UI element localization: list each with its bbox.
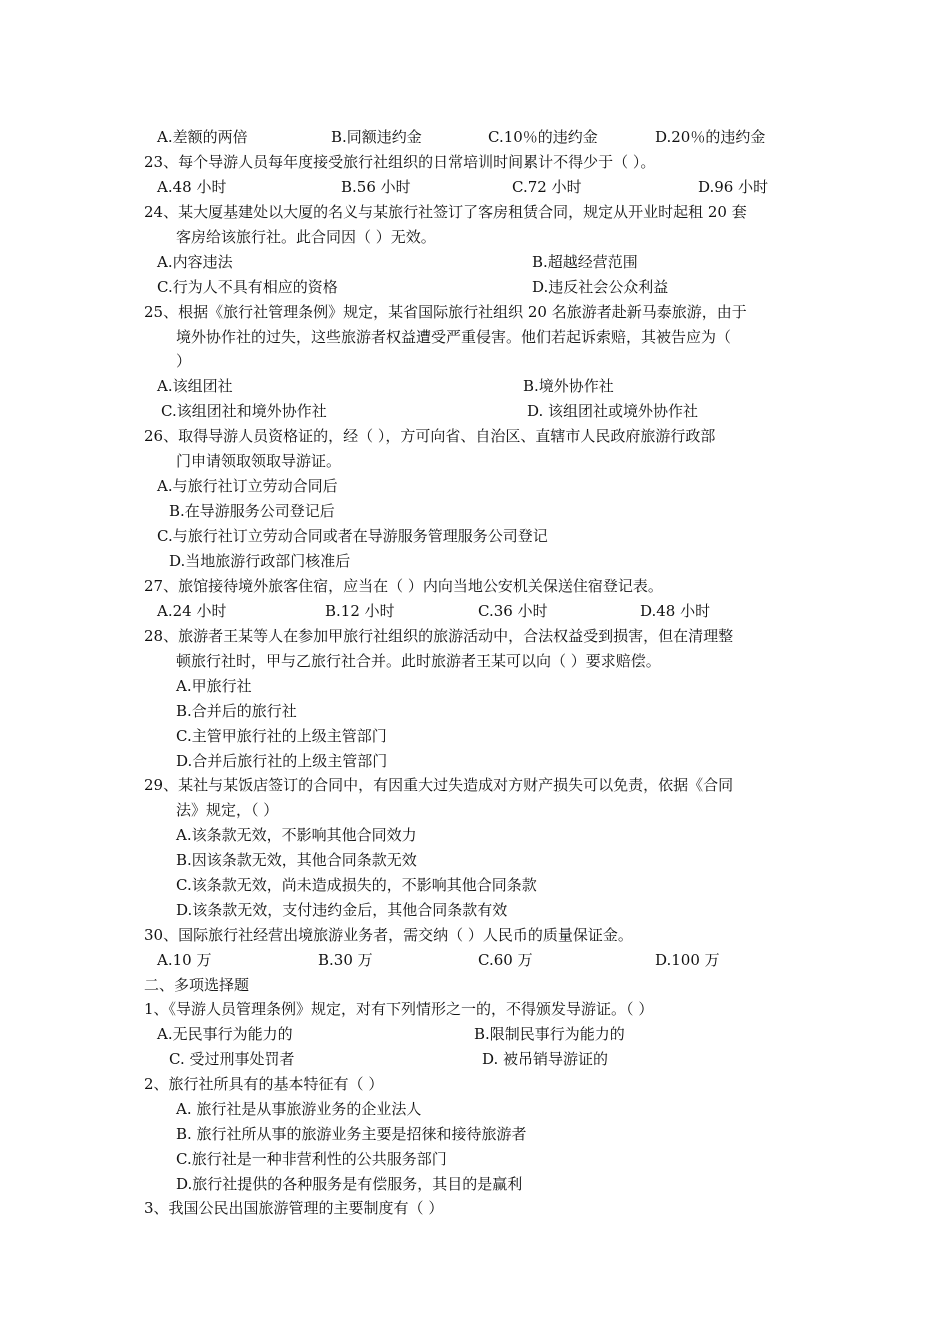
q26-stem-line1: 26、取得导游人员资格证的，经（ ），方可向省、自治区、直辖市人民政府旅游行政部	[144, 427, 716, 445]
m2-stem: 2、旅行社所具有的基本特征有（ ）	[144, 1075, 384, 1093]
q26-option-b: B.在导游服务公司登记后	[169, 502, 335, 520]
m1-option-a: A.无民事行为能力的	[157, 1025, 293, 1043]
q25-option-d: D. 该组团社或境外协作社	[527, 402, 699, 420]
q27-stem: 27、旅馆接待境外旅客住宿，应当在（ ）内向当地公安机关保送住宿登记表。	[144, 577, 663, 595]
q23-option-b: B.56 小时	[341, 178, 411, 196]
m1-option-c: C. 受过刑事处罚者	[169, 1050, 295, 1068]
q24-option-c: C.行为人不具有相应的资格	[157, 278, 338, 296]
q22-option-b: B.同额违约金	[331, 128, 422, 146]
q29-stem-line2: 法》规定，（ ）	[176, 801, 279, 819]
section-heading-multiple-choice: 二、多项选择题	[144, 976, 250, 994]
q26-option-c: C.与旅行社订立劳动合同或者在导游服务管理服务公司登记	[157, 527, 548, 545]
m1-option-d: D. 被吊销导游证的	[482, 1050, 609, 1068]
q22-option-c: C.10％的违约金	[488, 128, 598, 146]
q29-option-a: A.该条款无效，不影响其他合同效力	[176, 826, 417, 844]
q28-stem-line1: 28、旅游者王某等人在参加甲旅行社组织的旅游活动中，合法权益受到损害，但在清理整	[144, 627, 734, 645]
q23-option-c: C.72 小时	[512, 178, 582, 196]
q27-option-c: C.36 小时	[478, 602, 548, 620]
m1-option-b: B.限制民事行为能力的	[474, 1025, 625, 1043]
q24-option-d: D.违反社会公众利益	[532, 278, 669, 296]
q28-option-c: C.主管甲旅行社的上级主管部门	[176, 727, 387, 745]
q29-option-b: B.因该条款无效，其他合同条款无效	[176, 851, 417, 869]
m3-stem: 3、我国公民出国旅游管理的主要制度有（ ）	[144, 1199, 444, 1217]
q28-option-d: D.合并后旅行社的上级主管部门	[176, 752, 388, 770]
q24-stem-line2: 客房给该旅行社。此合同因（ ）无效。	[176, 228, 436, 246]
q30-option-d: D.100 万	[655, 951, 720, 969]
m2-option-d: D.旅行社提供的各种服务是有偿服务，其目的是赢利	[176, 1175, 523, 1193]
q23-option-d: D.96 小时	[698, 178, 769, 196]
q23-stem: 23、每个导游人员每年度接受旅行社组织的日常培训时间累计不得少于（ ）。	[144, 153, 656, 171]
m2-option-a: A. 旅行社是从事旅游业务的企业法人	[176, 1100, 422, 1118]
q23-option-a: A.48 小时	[157, 178, 227, 196]
q30-stem: 30、国际旅行社经营出境旅游业务者，需交纳（ ）人民币的质量保证金。	[144, 926, 633, 944]
m2-option-c: C.旅行社是一种非营利性的公共服务部门	[176, 1150, 447, 1168]
q27-option-d: D.48 小时	[640, 602, 711, 620]
q25-stem-line2: 境外协作社的过失，这些旅游者权益遭受严重侵害。他们若起诉索赔，其被告应为（	[176, 328, 732, 346]
q26-stem-line2: 门申请领取领取导游证。	[176, 452, 342, 470]
q24-option-b: B.超越经营范围	[532, 253, 638, 271]
q26-option-a: A.与旅行社订立劳动合同后	[157, 477, 338, 495]
q28-option-a: A.甲旅行社	[176, 677, 252, 695]
q27-option-a: A.24 小时	[157, 602, 227, 620]
q29-option-d: D.该条款无效，支付违约金后，其他合同条款有效	[176, 901, 508, 919]
q27-option-b: B.12 小时	[325, 602, 395, 620]
q28-option-b: B.合并后的旅行社	[176, 702, 297, 720]
q26-option-d: D.当地旅游行政部门核准后	[169, 552, 351, 570]
q22-option-d: D.20％的违约金	[655, 128, 766, 146]
q25-stem-line3: ）	[176, 352, 192, 370]
q24-stem-line1: 24、某大厦基建处以大厦的名义与某旅行社签订了客房租赁合同，规定从开业时起租 20 套	[144, 203, 747, 221]
q25-option-b: B.境外协作社	[523, 377, 614, 395]
q30-option-a: A.10 万	[157, 951, 212, 969]
q24-option-a: A.内容违法	[157, 253, 233, 271]
q29-option-c: C.该条款无效，尚未造成损失的，不影响其他合同条款	[176, 876, 537, 894]
q25-stem-line1: 25、根据《旅行社管理条例》规定，某省国际旅行社组织 20 名旅游者赴新马泰旅游，由于	[144, 303, 747, 321]
q29-stem-line1: 29、某社与某饭店签订的合同中，有因重大过失造成对方财产损失可以免责，依据《合同	[144, 776, 734, 794]
m2-option-b: B. 旅行社所从事的旅游业务主要是招徕和接待旅游者	[176, 1125, 527, 1143]
m1-stem: 1、《导游人员管理条例》规定，对有下列情形之一的，不得颁发导游证。（ ）	[144, 1000, 654, 1018]
q30-option-b: B.30 万	[318, 951, 373, 969]
q22-option-a: A.差额的两倍	[157, 128, 248, 146]
q30-option-c: C.60 万	[478, 951, 533, 969]
q25-option-c: C.该组团社和境外协作社	[161, 402, 327, 420]
q25-option-a: A.该组团社	[157, 377, 233, 395]
q28-stem-line2: 顿旅行社时，甲与乙旅行社合并。此时旅游者王某可以向（ ）要求赔偿。	[176, 652, 661, 670]
